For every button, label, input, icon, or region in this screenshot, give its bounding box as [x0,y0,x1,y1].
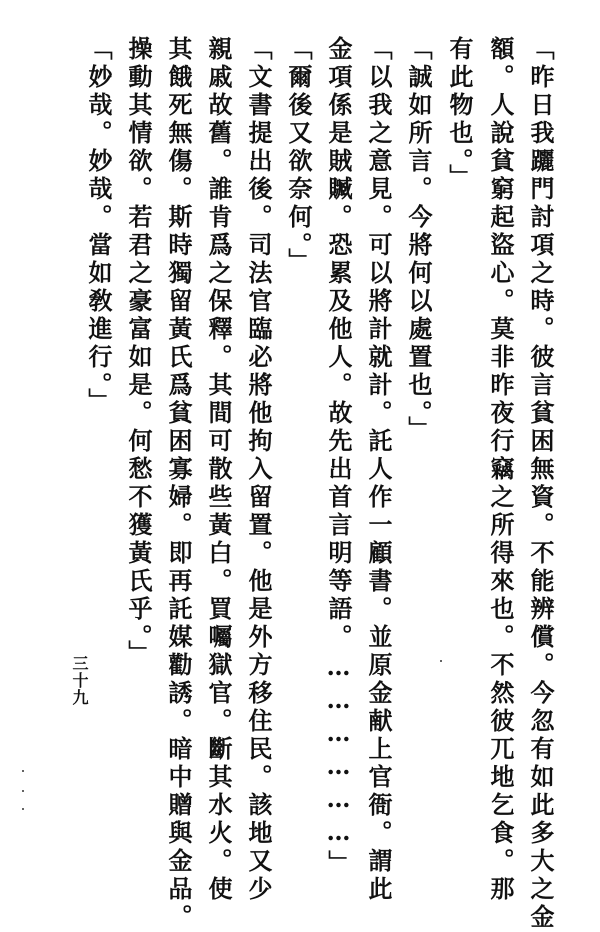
scan-speck [22,808,24,810]
scan-speck [22,770,24,772]
text-column-6: 金項係是賊贓。恐累及他人。故先出首言明等語。………………」 [324,36,353,878]
text-column-5: 「以我之意見。可以將計就計。託人作一顧書。並原金献上官衙。謂此 [364,36,393,904]
text-column-9: 親戚故舊。誰肯爲之保釋。其間可散些黃白。買囑獄官。斷其水火。使 [204,36,233,904]
scan-speck [440,660,442,662]
text-column-3: 有此物也。」 [445,36,474,192]
text-column-1: 「昨日我躧門討項之時。彼言貧困無資。不能辨償。今忽有如此多大之金 [526,36,555,932]
text-column-10: 其餓死無傷。斯時獨留黃氏爲貧困寡婦。即再託媒勸誘。暗中贈與金品。 [164,36,193,932]
text-column-2: 額。人說貧窮起盜心。莫非昨夜行竊之所得來也。不然彼兀地乞食。那 [486,36,515,904]
scan-speck [22,790,24,792]
text-column-12: 「妙哉。妙哉。當如敎進行。」 [84,36,113,416]
page-number: 三十九 [70,655,89,706]
text-column-8: 「文書提出後。司法官臨必將他拘入留置。他是外方移住民。該地又少 [244,36,273,904]
text-column-11: 操動其情欲。若君之豪富如是。何愁不獲黃氏乎。」 [124,36,153,668]
text-column-4: 「誠如所言。今將何以處置也。」 [404,36,433,444]
text-column-7: 「爾後又欲奈何。」 [284,36,313,276]
